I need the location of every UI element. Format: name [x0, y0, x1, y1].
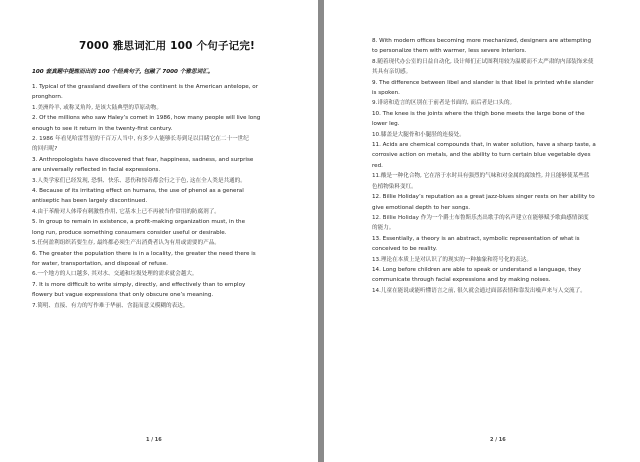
text-line: red.: [372, 162, 383, 169]
text-line: for water, transportation, and disposal of refuse.: [32, 260, 168, 267]
text-line: 10.膝盖是大腿骨和小腿胫的连接处。: [372, 131, 465, 138]
text-line: 1.美洲羚羊, 或称叉角羚, 是该大陆典型的草原动物。: [32, 104, 162, 111]
document-subtitle: 100 套真题中提炼而出的 100 个经典句子, 包融了 7000 个雅思词汇。: [32, 69, 214, 75]
document-title: 7000 雅思词汇用 100 个句子记完!: [78, 40, 256, 52]
text-line: pronghorn.: [32, 94, 63, 101]
text-line: 1. Typical of the grassland dwellers of the continent is the American antelope, or: [32, 84, 258, 90]
text-line: 5.任何盈利组织若要生存, 最终都必须生产出消费者认为有用或需要的产品。: [32, 240, 220, 247]
text-line: 10. The knee is the joints where the thigh bone meets the large bone of the: [372, 110, 585, 117]
text-line: 13. Essentially, a theory is an abstract, symbolic representation of what is: [372, 235, 580, 242]
sentence-list: [32, 82, 302, 311]
text-line: 的能力。: [372, 225, 395, 232]
text-line: lower leg.: [372, 121, 400, 128]
text-line: 14. Long before children are able to speak or understand a language, they: [372, 266, 581, 273]
text-line: 7.简明、直接、有力的写作难于华丽、含混而意义模糊的表达。: [32, 302, 189, 309]
text-line: 8. With modern offices becoming more mechanized, designers are attempting: [372, 38, 592, 44]
text-line: 11.酸是一种化合物, 它在溶于水时具有强烈的气味和对金属的腐蚀性, 并且能够使某些蓝: [372, 173, 590, 180]
text-line: 3. Anthropologists have discovered that fear, happiness, sadness, and surprise: [32, 156, 254, 163]
text-line: 11. Acids are chemical compounds that, in water solution, have a sharp taste, a: [372, 142, 596, 149]
document-page-right: [324, 0, 640, 462]
text-line: 13.理论在本质上是对认识了的现实的一种抽象和符号化的表达。: [372, 256, 532, 263]
page-number: 1 / 16: [146, 437, 162, 443]
text-line: to personalize them with warmer, less severe interiors.: [372, 48, 527, 55]
text-line: 5. In group to remain in existence, a profit-making organization must, in the: [32, 219, 246, 226]
text-line: antiseptic has been largely discontinued.: [32, 198, 148, 205]
text-line: 12. Billie Holiday 作为一个爵士布鲁斯乐杰出歌手的名声建立在能够赋予歌曲感情深度: [372, 214, 589, 221]
text-line: give emotional depth to her songs.: [372, 204, 471, 211]
document-page-left: [0, 0, 318, 462]
text-line: long run, produce something consumers consider useful or desirable.: [32, 229, 227, 236]
text-line: corrosive action on metals, and the ability to turn certain blue vegetable dyes: [372, 152, 591, 159]
text-line: enough to see it return in the twenty-first century.: [32, 125, 173, 132]
text-line: 9.诽谤和造言的区别在于前者是书面的, 而后者是口头的。: [372, 100, 516, 107]
text-line: 6. The greater the population there is in a locality, the greater the need there is: [32, 250, 256, 257]
text-line: 其具有亲切感。: [372, 69, 412, 76]
text-line: 2. 1986 年看见哈雷彗星的千百万人当中, 有多少人能够长寿到足以目睹它在二十一世纪: [32, 136, 249, 143]
text-line: is spoken.: [372, 90, 400, 97]
text-line: conceived to be reality.: [372, 246, 437, 253]
text-line: 3.人类学家们已经发现, 恐惧、快乐、悲伤和惊奇都会行之于色, 这在全人类是共通的。: [32, 177, 246, 184]
text-line: communicate through facial expressions and by making noises.: [372, 277, 551, 284]
text-line: 的回归呢?: [32, 146, 58, 153]
text-line: 4. Because of its irritating effect on humans, the use of phenol as a general: [32, 188, 244, 195]
text-line: flowery but vague expressions that only obscure one’s meaning.: [32, 292, 214, 299]
text-line: are universally reflected in facial expressions.: [32, 167, 161, 174]
text-line: 2. Of the millions who saw Haley’s comet in 1986, how many people will live long: [32, 115, 261, 122]
text-line: 色植物染料变红。: [372, 183, 417, 190]
text-line: 14.儿童在能说或能听懂语言之前, 很久就会通过面部表情和靠发出噪声来与人交流了。: [372, 287, 586, 294]
text-line: 12. Billie Holiday’s reputation as a great jazz-blues singer rests on her ability to: [372, 194, 595, 201]
text-line: 8.随着现代办公室的日益自动化, 设计师们正试图利用较为温暖而不太严肃的内部装饰来使: [372, 58, 594, 65]
text-line: 6.一个地方的人口越多, 其对水、交通和垃圾处理的需求就会越大。: [32, 271, 198, 278]
text-line: 7. It is more difficult to write simply, directly, and effectively than to employ: [32, 281, 246, 288]
page-number: 2 / 16: [490, 437, 506, 443]
sentence-list: [372, 36, 622, 296]
text-line: 9. The difference between libel and slander is that libel is printed while slander: [372, 79, 594, 86]
text-line: 4.由于苯酚对人体带有刺激性作用, 它基本上已不再被当作常用的防腐剂了。: [32, 208, 220, 215]
